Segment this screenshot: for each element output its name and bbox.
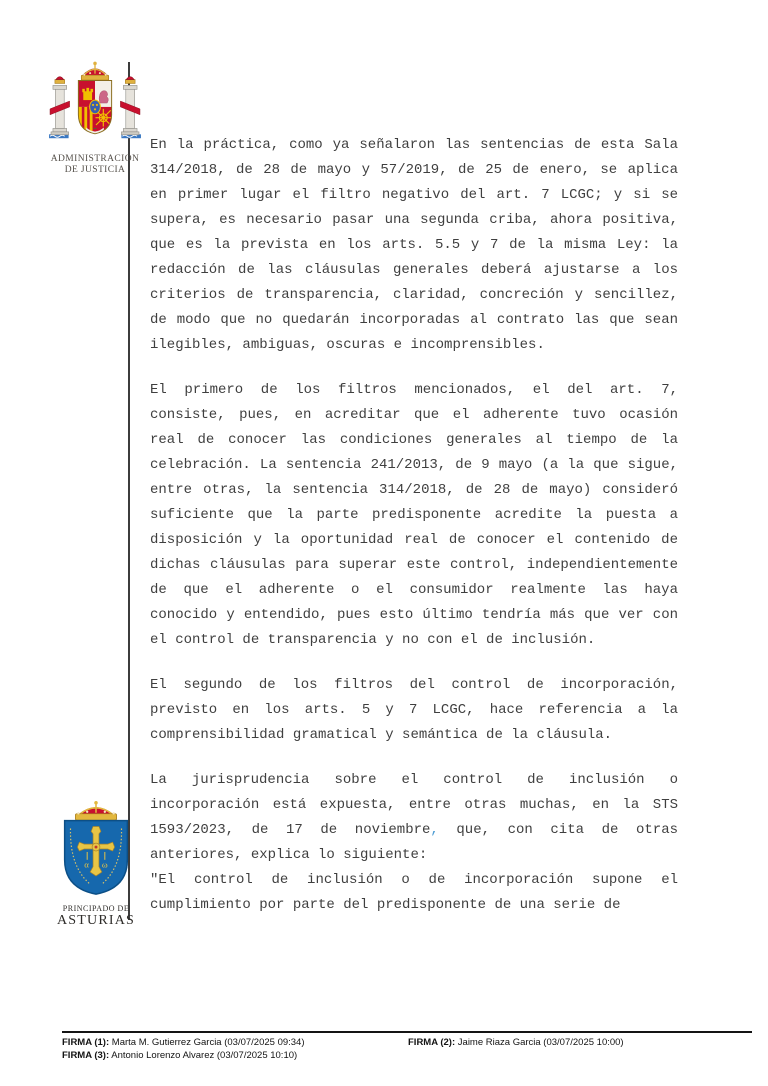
signature-entry-2 [408,1037,752,1048]
svg-text:α: α [84,859,89,870]
administracion-de-justicia-emblem [46,60,144,176]
footer-divider-line [62,1031,752,1033]
paragraph-quote-control-inclusion: "El control de inclusión o de incorporación supone el cumplimiento por parte del predisponente de una serie de [150,872,678,913]
principado-de-asturias-label [49,904,143,928]
paragraph-jurisprudencia [150,768,678,868]
svg-text:ω: ω [101,859,108,870]
paragraph-segundo-filtro: El segundo de los filtros del control de incorporación, previsto en los arts. 5 y 7 LCGC, hace referencia a la comprensibilidad gramatical y semántica de la cláusula. [150,677,678,743]
spain-coat-of-arms-icon [46,60,144,148]
signature-2-label: FIRMA (2): [408,1037,456,1048]
signature-2-value: Jaime Riaza Garcia (03/07/2025 10:00) [457,1037,624,1048]
administracion-de-justicia-label [46,154,144,176]
blue-comma: , [430,822,439,838]
signature-1-label: FIRMA (1): [62,1037,110,1048]
justice-label-line2: DE JUSTICIA [64,165,126,175]
signature-3-value: Antonio Lorenzo Alvarez (03/07/2025 10:10) [111,1050,298,1061]
signature-1-value: Marta M. Gutierrez Garcia (03/07/2025 09:34) [111,1037,305,1048]
jurisprudencia-text-after: que, con cita de otras anteriores, explica lo siguiente: [150,822,678,863]
margin-divider-line [128,62,130,920]
asturias-coat-of-arms-icon [50,801,142,899]
signature-entry-1 [62,1037,408,1048]
asturias-label-line2: ASTURIAS [56,913,136,928]
justice-label-line1: ADMINISTRACION [50,154,140,164]
paragraph-practica: En la práctica, como ya señalaron las sentencias de esta Sala 314/2018, de 28 de mayo y 57/2019, de 25 de enero, se aplica en primer lugar el filtro negativo del art. 7 LCGC; y si se supera, es necesario pasar una segunda criba, ahora positiva, que es la prevista en los arts. 5.5 y 7 de la misma Ley: la redacción de las cláusulas generales deberá ajustarse a los criterios de transparencia, claridad, concreción y sencillez, de modo que no quedarán incorporadas al contrato las que sean ilegibles, ambiguas, oscuras e incomprensibles. [150,137,678,353]
jurisprudencia-text-before: La jurisprudencia sobre el control de inclusión o incorporación está expuesta, entre otras muchas, en la STS 1593/2023, de 17 de noviembre [150,772,678,838]
signature-3-label: FIRMA (3): [62,1050,110,1061]
signature-block [62,1036,752,1062]
judgment-text-body [150,133,678,938]
principado-de-asturias-emblem [49,801,143,928]
asturias-label-line1: PRINCIPADO DE [62,904,130,913]
paragraph-primer-filtro: El primero de los filtros mencionados, el del art. 7, consiste, pues, en acreditar que el adherente tuvo ocasión real de conocer las condiciones generales al tiempo de la celebración. La sentencia 241/2013, de 9 mayo (a la que sigue, entre otras, la sentencia 314/2018, de 28 de mayo) consideró suficiente que la parte predisponente acredite la puesta a disposición y la oportunidad real de conocer el contenido de dichas cláusulas para superar este control, independientemente de que el adherente o el consumidor realmente las haya conocido y entendido, pues esto último tendría más que ver con el control de transparencia y no con el de inclusión. [150,382,678,648]
signature-entry-3 [62,1050,408,1061]
